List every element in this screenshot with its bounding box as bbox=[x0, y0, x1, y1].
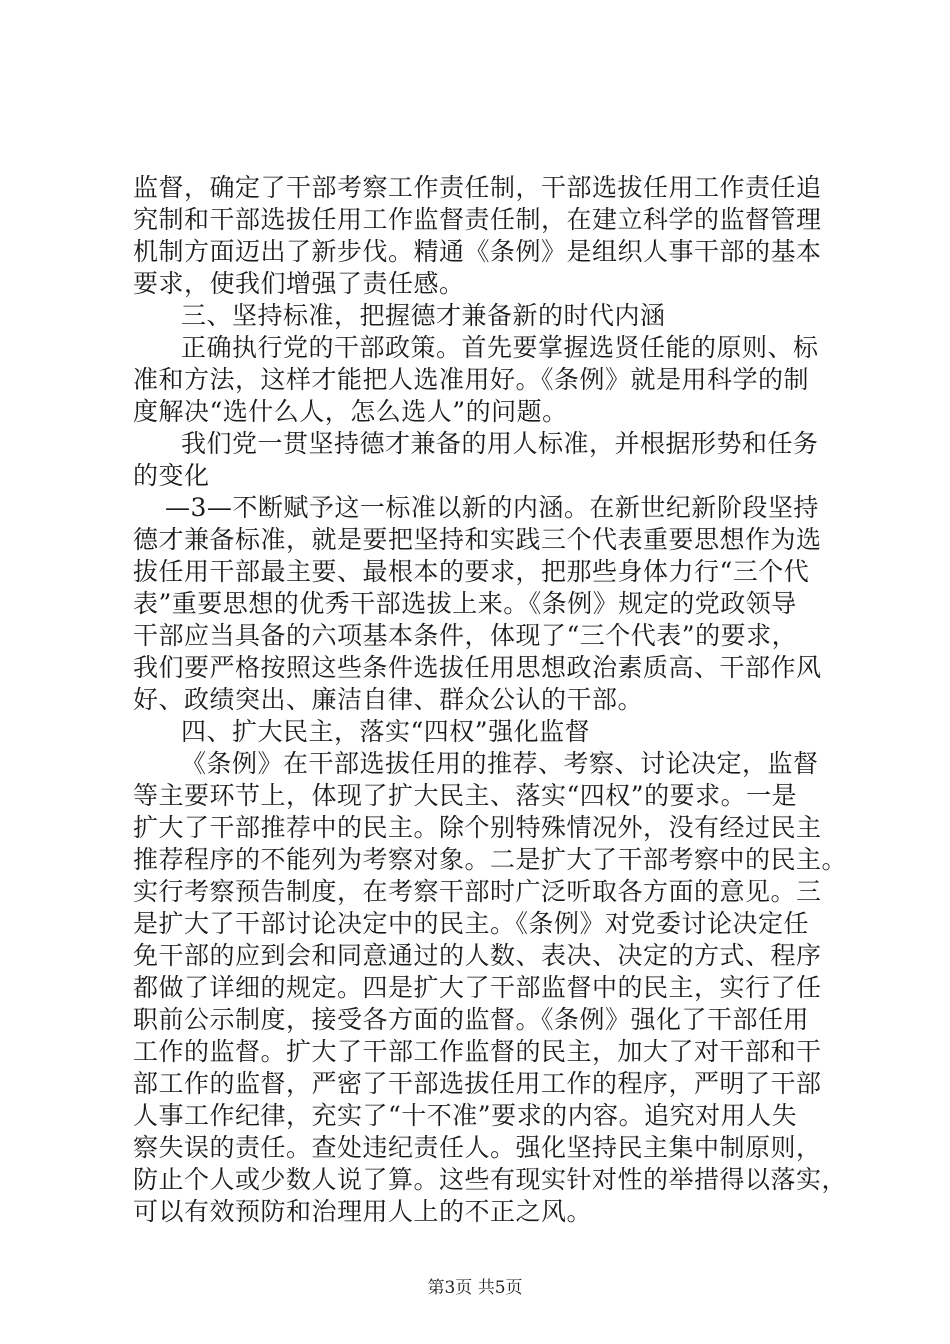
text-line: 防止个人或少数人说了算。这些有现实针对性的举措得以落实， bbox=[133, 1165, 848, 1194]
text-line: 要求，使我们增强了责任感。 bbox=[133, 269, 465, 298]
text-line: 德才兼备标准，就是要把坚持和实践三个代表重要思想作为选 bbox=[133, 525, 822, 554]
text-line: 扩大了干部推荐中的民主。除个别特殊情况外，没有经过民主 bbox=[133, 813, 822, 842]
text-line: 准和方法，这样才能把人选准用好。《条例》就是用科学的制 bbox=[133, 365, 810, 394]
text-line: 我们党一贯坚持德才兼备的用人标准，并根据形势和任务 bbox=[181, 429, 819, 458]
text-line: 正确执行党的干部政策。首先要掌握选贤任能的原则、标 bbox=[181, 333, 819, 362]
text-line: 表”重要思想的优秀干部选拔上来。《条例》规定的党政领导 bbox=[133, 589, 797, 618]
text-line: 推荐程序的不能列为考察对象。二是扩大了干部考察中的民主。 bbox=[133, 845, 848, 874]
text-line: 是扩大了干部讨论决定中的民主。《条例》对党委讨论决定任 bbox=[133, 909, 810, 938]
text-line: 拔任用干部最主要、最根本的要求，把那些身体力行“三个代 bbox=[133, 557, 810, 586]
text-line: 监督，确定了干部考察工作责任制，干部选拔任用工作责任追 bbox=[133, 173, 822, 202]
document-body bbox=[133, 172, 848, 1228]
text-line: —3—不断赋予这一标准以新的内涵。在新世纪新阶段坚持 bbox=[165, 493, 819, 522]
text-line: 度解决“选什么人，怎么选人”的问题。 bbox=[133, 397, 568, 426]
text-line: 我们要严格按照这些条件选拔任用思想政治素质高、干部作风 bbox=[133, 653, 822, 682]
section-heading: 四、扩大民主，落实“四权”强化监督 bbox=[181, 717, 591, 746]
text-line: 免干部的应到会和同意通过的人数、表决、决定的方式、程序 bbox=[133, 941, 822, 970]
text-line: 究制和干部选拔任用工作监督责任制，在建立科学的监督管理 bbox=[133, 205, 822, 234]
text-line: 工作的监督。扩大了干部工作监督的民主，加大了对干部和干 bbox=[133, 1037, 822, 1066]
text-line: 实行考察预告制度，在考察干部时广泛听取各方面的意见。三 bbox=[133, 877, 822, 906]
text-line: 察失误的责任。查处违纪责任人。强化坚持民主集中制原则， bbox=[133, 1133, 822, 1162]
text-line: 部工作的监督，严密了干部选拔任用工作的程序，严明了干部 bbox=[133, 1069, 822, 1098]
text-line: 都做了详细的规定。四是扩大了干部监督中的民主，实行了任 bbox=[133, 973, 822, 1002]
text-line: 干部应当具备的六项基本条件，体现了“三个代表”的要求， bbox=[133, 621, 798, 650]
text-line: 等主要环节上，体现了扩大民主、落实“四权”的要求。一是 bbox=[133, 781, 798, 810]
text-line: 职前公示制度，接受各方面的监督。《条例》强化了干部任用 bbox=[133, 1005, 810, 1034]
text-line: 人事工作纪律，充实了“十不准”要求的内容。追究对用人失 bbox=[133, 1101, 798, 1130]
text-line: 《条例》在干部选拔任用的推荐、考察、讨论决定，监督 bbox=[181, 749, 819, 778]
text-line: 的变化 bbox=[133, 461, 210, 490]
text-line: 机制方面迈出了新步伐。精通《条例》是组织人事干部的基本 bbox=[133, 237, 822, 266]
section-heading: 三、坚持标准，把握德才兼备新的时代内涵 bbox=[181, 301, 666, 330]
text-line: 好、政绩突出、廉洁自律、群众公认的干部。 bbox=[133, 685, 644, 714]
page-footer: 第3页 共5页 bbox=[427, 1278, 523, 1298]
text-line: 可以有效预防和治理用人上的不正之风。 bbox=[133, 1197, 593, 1226]
